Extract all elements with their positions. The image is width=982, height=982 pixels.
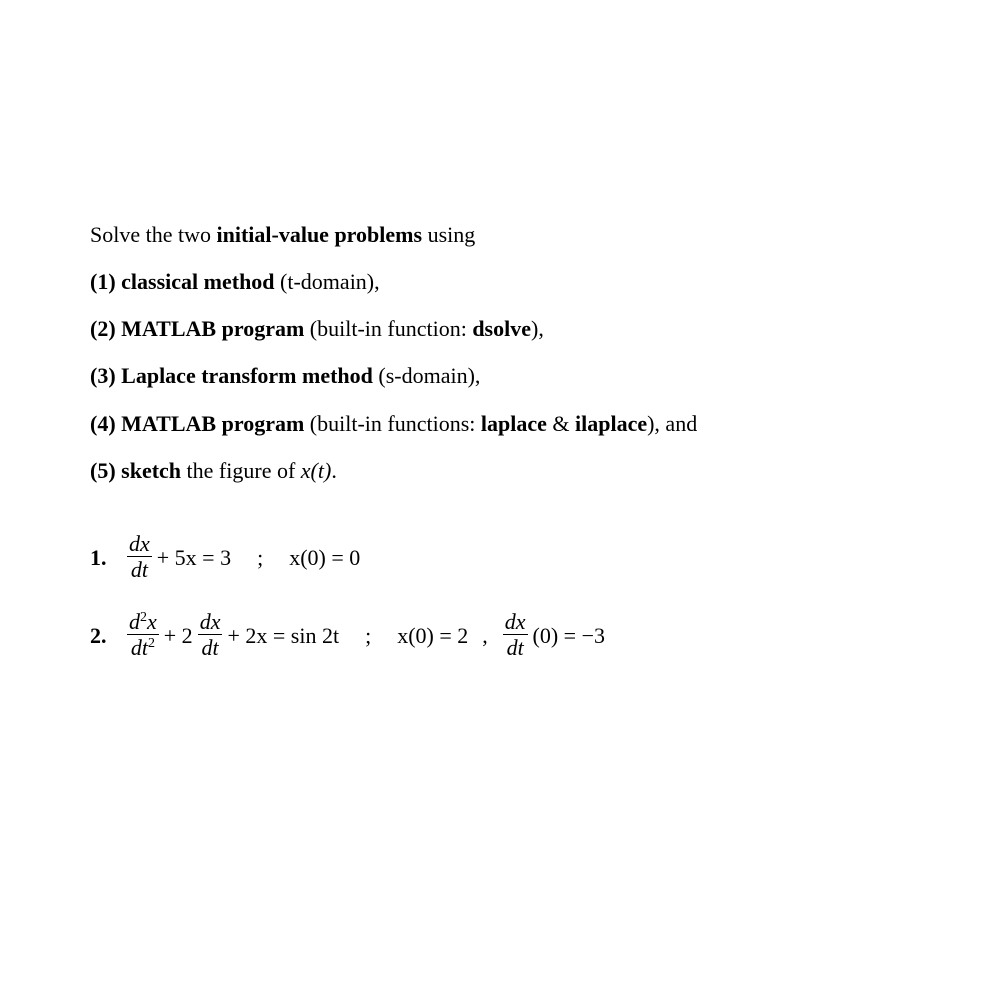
problem-2-comma: ,: [482, 622, 488, 648]
problem-2-frac2-den: dt: [201, 635, 219, 660]
method-4-fn1: laplace: [480, 411, 547, 436]
method-2-rest-b: ),: [531, 316, 544, 341]
intro-suffix: using: [422, 222, 476, 247]
method-2-num: (2): [90, 316, 116, 341]
problem-1-fraction: [127, 532, 152, 583]
method-4-rest-b: ), and: [647, 411, 698, 436]
method-4-fn2: ilaplace: [575, 411, 648, 436]
method-5-num: (5): [90, 458, 116, 483]
intro-prefix: Solve the two: [90, 222, 217, 247]
method-1-num: (1): [90, 269, 116, 294]
method-3: [90, 361, 480, 391]
method-4-rest-a: (built-in functions:: [304, 411, 481, 436]
problem-2-sep: ;: [365, 622, 372, 648]
problem-2-frac2-num: dx: [199, 609, 221, 634]
method-5-bold: sketch: [121, 458, 182, 483]
intro-line: [90, 220, 475, 250]
method-5-rest-a: the figure of: [181, 458, 301, 483]
method-2: [90, 314, 544, 344]
problem-2-frac3-num: dx: [504, 609, 526, 634]
problem-1-label: 1.: [90, 544, 107, 570]
problem-2-ic1: x(0) = 2: [397, 622, 469, 648]
method-2-fn: dsolve: [472, 316, 531, 341]
problem-1-lhs-rest: + 5x = 3: [156, 544, 232, 570]
method-1-bold: classical method: [121, 269, 275, 294]
problem-2-label: 2.: [90, 622, 107, 648]
problem-2-frac1-den: $dt^2$: [130, 635, 155, 660]
intro-bold: initial-value problems: [216, 222, 423, 247]
method-2-bold: MATLAB program: [121, 316, 305, 341]
problem-1-sep: ;: [257, 544, 264, 570]
method-5: [90, 456, 337, 486]
problem-2-frac1-num: $d^2x$: [129, 609, 157, 634]
problem-2: [90, 610, 607, 661]
method-2-rest-a: (built-in function:: [304, 316, 473, 341]
problem-2-lhs-rest: + 2x = sin 2t: [227, 622, 340, 648]
problem-1-frac-num: dx: [129, 531, 150, 556]
problem-1-ic: x(0) = 0: [289, 544, 361, 570]
method-4: [90, 409, 697, 439]
method-1-rest: (t-domain),: [274, 269, 380, 294]
problem-2-fraction-1: [127, 610, 159, 661]
method-4-num: (4): [90, 411, 116, 436]
method-3-num: (3): [90, 363, 116, 388]
method-1: [90, 267, 380, 297]
method-3-bold: Laplace transform method: [121, 363, 373, 388]
method-4-bold: MATLAB program: [121, 411, 305, 436]
problem-2-ic2-rest: (0) = −3: [532, 622, 605, 648]
problem-1: [90, 532, 362, 583]
method-5-rest-b: .: [331, 458, 337, 483]
problem-2-fraction-3: [503, 610, 528, 661]
method-4-amp: &: [546, 411, 575, 436]
problem-1-frac-den: dt: [130, 557, 148, 582]
method-5-expr: x(t): [300, 458, 332, 483]
method-3-rest: (s-domain),: [372, 363, 481, 388]
problem-2-fraction-2: [198, 610, 223, 661]
problem-2-frac3-den: dt: [506, 635, 524, 660]
problem-2-plus-coeff: + 2: [163, 622, 193, 648]
